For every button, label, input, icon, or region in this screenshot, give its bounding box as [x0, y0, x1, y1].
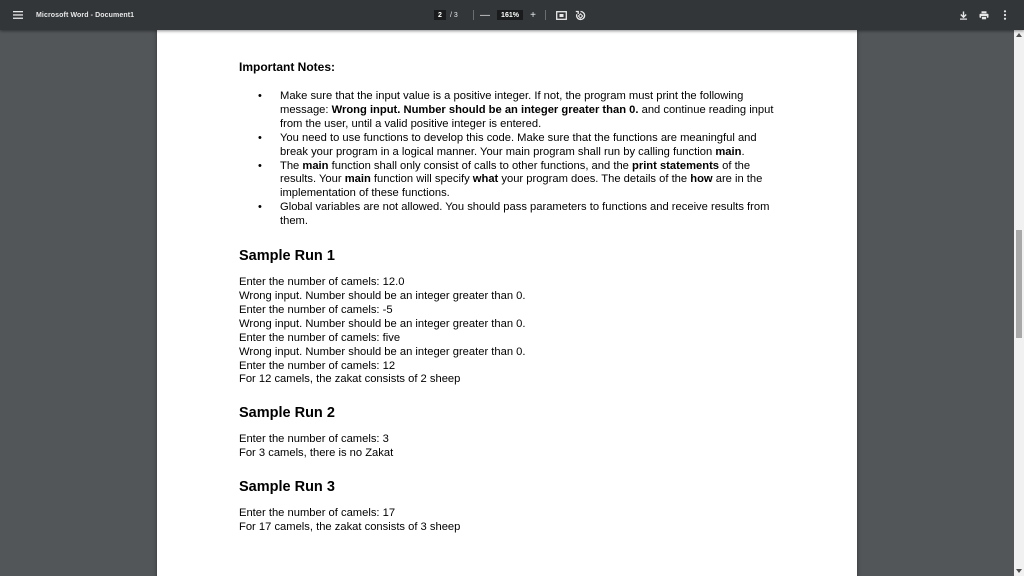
note-text: your program does. The details of the	[498, 173, 691, 186]
page-indicator	[434, 0, 458, 30]
output-line: Enter the number of camels: -5	[239, 303, 393, 316]
scroll-thumb[interactable]	[1016, 230, 1022, 338]
document-page	[157, 30, 857, 576]
sample-run-output	[239, 433, 799, 461]
pdf-toolbar	[0, 0, 1024, 30]
bullet-icon: •	[258, 201, 262, 214]
zoom-in-button[interactable]: +	[530, 9, 536, 21]
output-line: For 12 camels, the zakat consists of 2 sheep	[239, 373, 461, 386]
page-separator: /	[450, 11, 452, 19]
note-item	[239, 201, 779, 229]
bold-text: Wrong input. Number should be an integer greater than 0.	[331, 103, 639, 116]
notes-list	[239, 90, 799, 229]
bullet-icon: •	[258, 90, 262, 102]
sample-run-heading: Sample Run 3	[239, 479, 335, 496]
note-text: are in the implementation of these functions.	[280, 173, 763, 200]
menu-icon[interactable]	[10, 0, 26, 30]
note-text: function shall only consist of calls to other functions, and the	[328, 159, 632, 172]
toolbar-divider	[545, 10, 546, 20]
note-text: .	[741, 145, 745, 158]
output-line: Enter the number of camels: 12	[239, 359, 396, 372]
document-title: Microsoft Word - Document1	[36, 11, 135, 19]
note-item	[239, 160, 779, 202]
note-text: and continue reading input from the user, until a valid positive integer is entered.	[280, 103, 774, 130]
bold-text: what	[472, 173, 499, 186]
output-line: Enter the number of camels: 17	[239, 507, 396, 520]
output-line: Wrong input. Number should be an integer greater than 0.	[239, 345, 526, 358]
page-number-input[interactable]: 2	[434, 10, 446, 20]
output-line: For 3 camels, there is no Zakat	[239, 447, 394, 460]
output-line: Enter the number of camels: 12.0	[239, 276, 405, 289]
bold-text: how	[690, 173, 713, 186]
bold-text: print statements	[632, 159, 720, 172]
note-text: of the results. Your	[280, 159, 751, 186]
output-line: Enter the number of camels: five	[239, 331, 401, 344]
output-line: Enter the number of camels: 3	[239, 433, 389, 446]
bullet-icon: •	[258, 159, 262, 172]
rotate-icon[interactable]	[573, 0, 587, 30]
notes-heading: Important Notes:	[239, 60, 335, 74]
note-text: The	[280, 159, 303, 172]
bold-text: main	[715, 145, 742, 158]
toolbar-divider	[473, 10, 474, 20]
more-options-icon[interactable]	[998, 0, 1012, 30]
download-icon[interactable]	[956, 0, 970, 30]
zoom-out-button[interactable]: —	[480, 9, 490, 21]
page-content	[239, 60, 799, 535]
bold-text: main	[344, 173, 371, 186]
sample-run-heading: Sample Run 2	[239, 405, 335, 422]
scroll-up-arrow-icon[interactable]	[1016, 33, 1022, 37]
zoom-level-input[interactable]: 161%	[497, 10, 523, 20]
bold-text: main	[302, 159, 329, 172]
fit-page-icon[interactable]	[554, 0, 568, 30]
output-line: Wrong input. Number should be an integer greater than 0.	[239, 317, 526, 330]
sample-run-output	[239, 507, 799, 535]
note-text: Global variables are not allowed. You should pass parameters to functions and receive results from them.	[280, 201, 770, 228]
note-text: function will specify	[370, 173, 473, 186]
sample-run-heading: Sample Run 1	[239, 248, 335, 265]
scroll-down-arrow-icon[interactable]	[1016, 569, 1022, 573]
sample-runs	[239, 247, 799, 535]
note-item	[239, 132, 779, 160]
sample-run-output	[239, 276, 799, 387]
note-item	[239, 90, 779, 132]
bullet-icon: •	[258, 131, 262, 144]
output-line: For 17 camels, the zakat consists of 3 sheep	[239, 521, 461, 534]
note-text: You need to use functions to develop this code. Make sure that the functions are meaningful and break your program in a logical manner. Your main program shall run by calling function	[280, 131, 757, 158]
vertical-scrollbar[interactable]	[1014, 30, 1024, 576]
page-total: 3	[453, 11, 458, 19]
note-text: Make sure that the input value is a positive integer. If not, the program must print the following message:	[280, 90, 744, 116]
print-icon[interactable]	[977, 0, 991, 30]
output-line: Wrong input. Number should be an integer greater than 0.	[239, 289, 526, 302]
